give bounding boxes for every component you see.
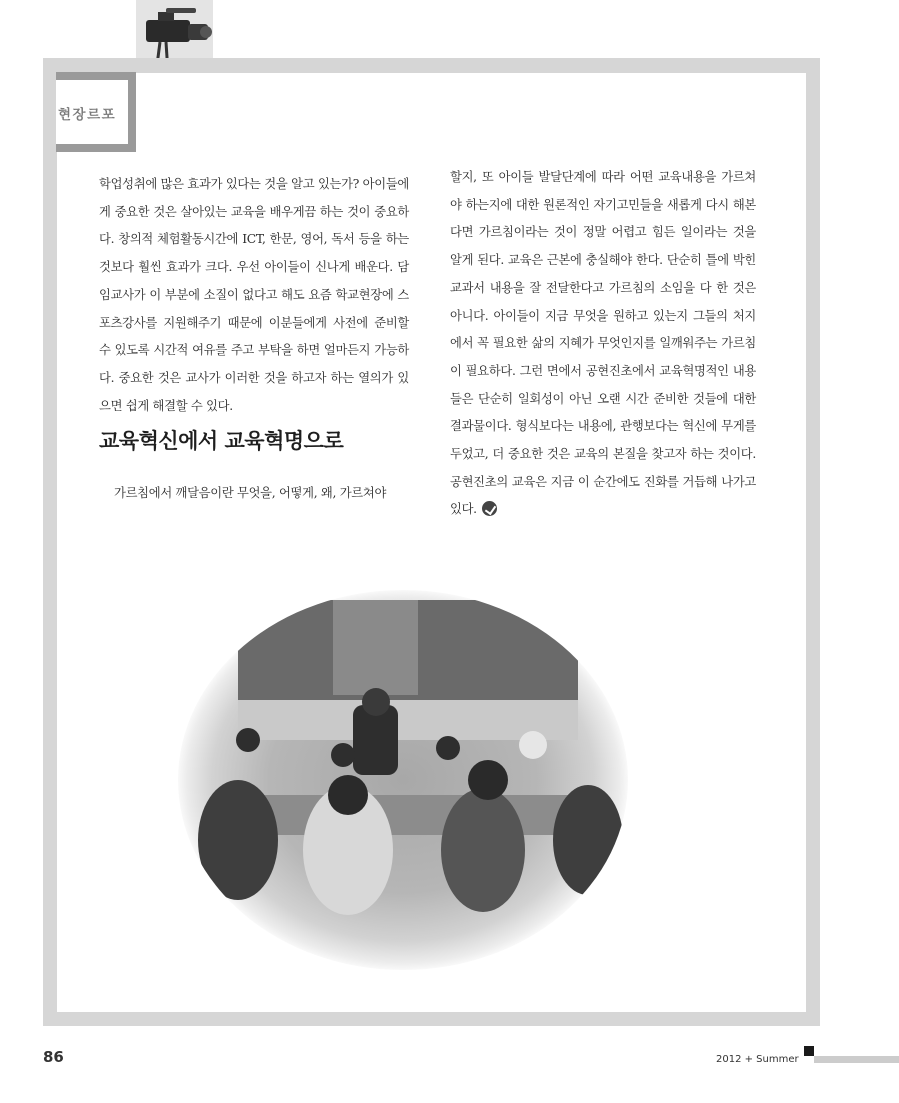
left-bottom-paragraph: 가르침에서 깨달음이란 무엇을, 어떻게, 왜, 가르쳐야 xyxy=(114,486,387,500)
classroom-photo xyxy=(178,590,628,970)
footer-bar xyxy=(814,1056,899,1063)
issue-label: 2012 + Summer xyxy=(716,1054,799,1065)
section-heading: 교육혁신에서 교육혁명으로 xyxy=(99,429,344,453)
article-end-icon xyxy=(482,501,497,516)
classroom-scene-illustration xyxy=(178,590,628,970)
right-paragraph xyxy=(450,164,756,524)
section-label: 현장르포 xyxy=(57,101,117,125)
left-column xyxy=(99,171,409,420)
right-column xyxy=(450,164,756,524)
right-paragraph-text: 할지, 또 아이들 발달단계에 따라 어떤 교육내용을 가르쳐야 하는지에 대한 원론적인 자기고민들을 새롭게 다시 해본다면 가르침이라는 것이 정말 어렵고 힘든 일이라는 것을 알게 된다. 교육은 근본에 충실해야 한다. 단순히 틀에 박힌 교과서 내용을 잘 전달한다고 가르침의 소임을 다 한 것은 아니다. 아이들이 지금 무엇을 원하고 있는지 그들의 처지에서 꼭 필요한 삶의 지혜가 무엇인지를 일깨워주는 가르침이 필요하다. 그런 면에서 공현진초에서 교육혁명적인 내용들은 단순히 일회성이 아닌 오랜 시간 준비한 것들에 대한 결과물이다. 형식보다는 내용에, 관행보다는 혁신에 무게를 두었고, 더 중요한 것은 교육의 본질을 찾고자 하는 것이다. 공현진초의 교육은 지금 이 순간에도 진화를 거듭해 나가고 있다. xyxy=(450,170,756,517)
page-number: 86 xyxy=(43,1048,64,1066)
footer-square-mark xyxy=(804,1046,814,1056)
left-paragraph: 학업성취에 많은 효과가 있다는 것을 알고 있는가? 아이들에게 중요한 것은 살아있는 교육을 배우게끔 하는 것이 중요하다. 창의적 체험활동시간에 ICT, 한문, 영어, 독서 등을 하는 것보다 훨씬 효과가 크다. 우선 아이들이 신나게 배운다. 담임교사가 이 부분에 소질이 없다고 해도 요즘 학교현장에 스포츠강사를 지원해주기 때문에 이분들에게 사전에 준비할 수 있도록 시간적 여유를 주고 부탁을 하면 얼마든지 가능하다. 중요한 것은 교사가 이러한 것을 하고자 하는 열의가 있으면 쉽게 해결할 수 있다. xyxy=(99,177,409,413)
